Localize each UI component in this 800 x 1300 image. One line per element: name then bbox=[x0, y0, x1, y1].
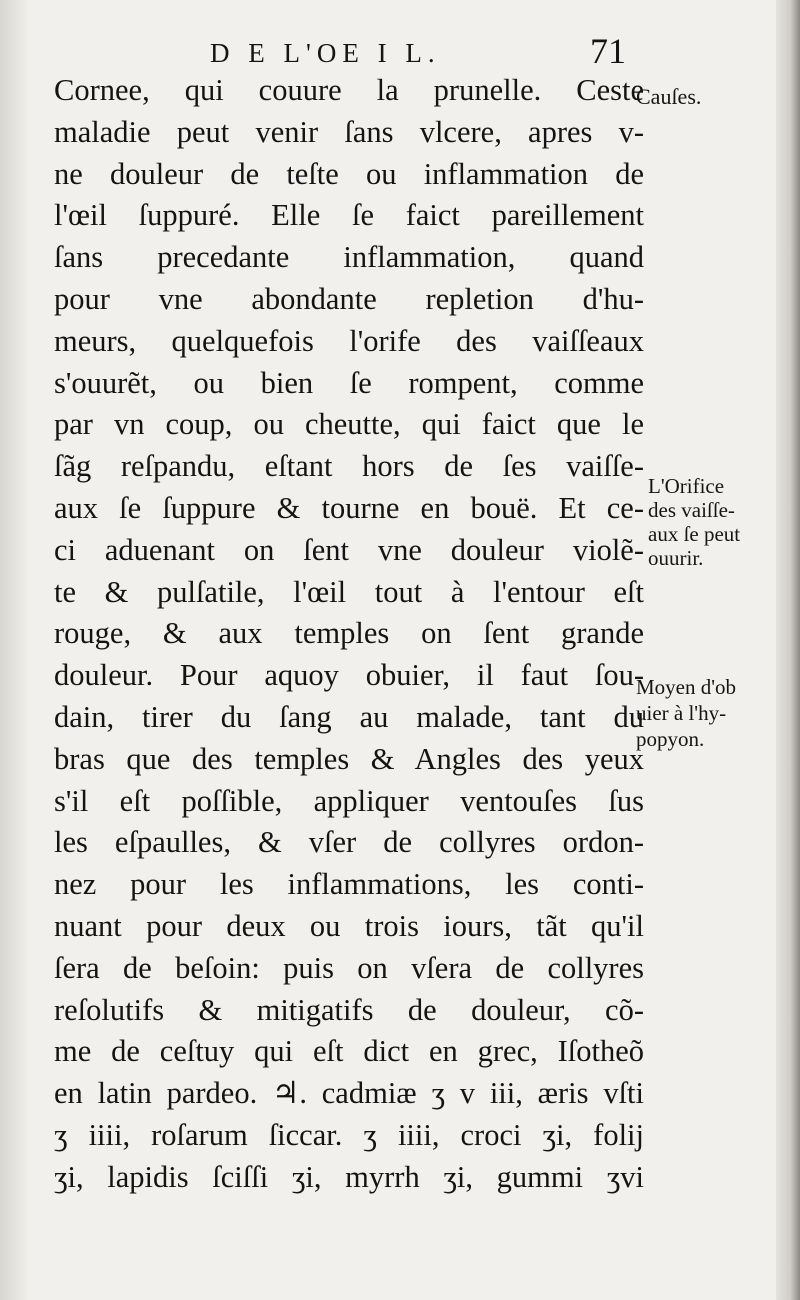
text-line: pour vne abondante repletion d'hu- bbox=[54, 281, 644, 316]
margin-note-moyen bbox=[636, 674, 736, 752]
margin-note-line: ouurir. bbox=[648, 546, 704, 570]
margin-note-line: popyon. bbox=[636, 727, 705, 751]
text-line: dain, tirer du ſang au malade, tant du bbox=[54, 699, 644, 734]
text-line: rouge, & aux temples on ſent grande bbox=[54, 616, 644, 651]
page-number: 71 bbox=[590, 31, 626, 71]
text-line: ſera de beſoin: puis on vſera de collyres bbox=[54, 950, 644, 985]
text-line: maladie peut venir ſans vlcere, apres v- bbox=[54, 114, 644, 149]
margin-note-line: des vaiſſe- bbox=[648, 498, 735, 522]
text-line: les eſpaulles, & vſer de collyres ordon- bbox=[54, 825, 644, 860]
text-line: meurs, quelquefois l'orife des vaiſſeaux bbox=[54, 323, 644, 358]
text-line: me de ceſtuy qui eſt dict en grec, Iſotheõ bbox=[54, 1034, 644, 1069]
text-line: ʒi, lapidis ſciſſi ʒi, myrrh ʒi, gummi ʒvi bbox=[54, 1159, 644, 1194]
text-line: en latin pardeo. ♃. cadmiæ ʒ v iii, æris vſti bbox=[54, 1076, 644, 1111]
margin-note-causes bbox=[636, 84, 701, 110]
text-line: ci aduenant on ſent vne douleur violẽ- bbox=[54, 532, 644, 567]
text-line: nuant pour deux ou trois iours, tãt qu'il bbox=[54, 908, 644, 943]
text-line: s'ouurẽt, ou bien ſe rompent, comme bbox=[54, 365, 644, 400]
text-line: par vn coup, ou cheutte, qui faict que le bbox=[54, 407, 644, 442]
margin-note-line: aux ſe peut bbox=[648, 522, 741, 546]
margin-note-orifice bbox=[648, 474, 740, 570]
text-line: te & pulſatile, l'œil tout à l'entour eſt bbox=[54, 574, 644, 609]
margin-note-line: uier à l'hy- bbox=[636, 701, 727, 725]
margin-note-line: Cauſes. bbox=[636, 84, 702, 109]
text-line: ne douleur de teſte ou inflammation de bbox=[54, 156, 644, 191]
text-line: reſolutifs & mitigatifs de douleur, cõ- bbox=[54, 992, 644, 1027]
text-line: douleur. Pour aquoy obuier, il faut ſou- bbox=[54, 658, 644, 693]
text-line: l'œil ſuppuré. Elle ſe faict pareillement bbox=[54, 198, 644, 233]
text-line: ſans precedante inflammation, quand bbox=[54, 240, 644, 275]
text-line: ſãg reſpandu, eſtant hors de ſes vaiſſe- bbox=[54, 449, 644, 484]
text-line: Cornee, qui couure la prunelle. Ceste bbox=[54, 73, 644, 107]
margin-note-line: L'Orifice bbox=[648, 474, 725, 498]
text-line: bras que des temples & Angles des yeux bbox=[54, 741, 644, 776]
text-line: nez pour les inflammations, les conti- bbox=[54, 867, 644, 902]
running-title: D E L'OE I L. bbox=[210, 38, 441, 68]
margin-note-line: Moyen d'ob bbox=[636, 675, 737, 699]
text-line: aux ſe ſuppure & tourne en bouë. Et ce- bbox=[54, 490, 644, 525]
text-line: s'il eſt poſſible, appliquer ventouſes ſus bbox=[54, 783, 644, 818]
text-line: ʒ iiii, roſarum ſiccar. ʒ iiii, croci ʒi, folij bbox=[54, 1117, 644, 1152]
